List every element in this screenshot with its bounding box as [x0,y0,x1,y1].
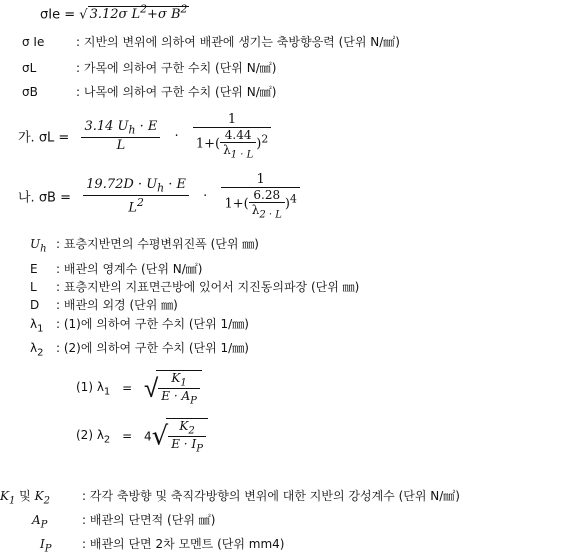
formula-na-dot: · [203,188,208,204]
formula-lambda1 [76,370,202,407]
eq-main-lhs: σIe [40,7,61,23]
def-conj: 및 [19,489,31,503]
lambda2-equals: = [122,429,133,444]
def-symbol: E [30,262,38,276]
def-symbol: A [32,513,41,527]
formula-lambda2 [76,418,208,455]
def-ap: $A_P$ : 배관의 단면적 (단위 ㎟) [32,513,216,531]
def-text: : (1)에 의하여 구한 수치 (단위 1/㎜) [56,317,249,331]
formula-na-fraction-main: $\frac{19.72D \cdot U_h \cdot E}{L^2}$ [83,177,189,215]
def-text: : 표층지반면의 수평변위진폭 (단위 ㎜) [56,237,259,251]
def-sigma-ie [22,34,400,50]
def-text: : 배관의 영계수 (단위 N/㎟) [56,262,203,276]
lambda2-root-index: 4 [144,429,152,444]
equation-main [40,2,189,23]
def-symbol: λ [30,341,38,355]
def-symbol: λ [30,317,38,331]
radicand: 3.12σ $L^2+\sigma$ $B^2$ [89,3,188,23]
lambda2-radical: √ [151,421,169,452]
def-text: : 표층지반의 지표면근방에 있어서 지진동의파장 (단위 ㎜) [56,280,360,294]
lambda1-equals: = [122,381,133,396]
def-symbol: U [30,237,41,251]
def-text: : 각각 축방향 및 축직각방향의 변위에 대한 지반의 강성계수 (단위 N/㎟) [82,489,460,503]
def-text: : 지반의 변위에 의하여 배관에 생기는 축방향응력 (단위 N/㎟) [76,35,400,49]
radical-sign: √ [79,7,88,23]
formula-na [18,172,300,220]
def-e [30,261,202,277]
def-text: : 배관의 외경 (단위 ㎜) [56,298,178,312]
def-sigma-l [22,60,276,76]
def-lambda2: $\lambda_2$ : (2)에 의하여 구한 수치 (단위 1/㎜) [30,341,249,359]
def-symbol: I [40,537,45,551]
formula-ga [18,112,271,160]
def-text: : 나목에 의하여 구한 수치 (단위 N/㎟) [76,85,277,99]
def-symbol: $K_1$ [0,489,16,507]
def-text: : 배관의 단면 2차 모멘트 (단위 mm4) [82,537,285,551]
formula-ga-fraction-main: $\frac{3.14 U_h \cdot E}{L}$ [81,119,160,153]
def-symbol-2: $K_2$ [34,489,50,507]
formula-na-fraction-second: 1 1+( $\frac{6.28}{\lambda_{2 \cdot L}}$ )$^4$ [221,172,299,220]
formula-ga-fraction-second: 1 1+( $\frac{4.44}{\lambda_{1 \cdot L}}$ )$^2$ [193,112,271,160]
def-uh: $U_h$ : 표층지반면의 수평변위진폭 (단위 ㎜) [30,237,259,255]
def-l [30,279,359,295]
def-text: : 가목에 의하여 구한 수치 (단위 N/㎟) [76,61,277,75]
lambda2-fraction: $\frac{K_2}{E \cdot I_P}$ [166,418,208,455]
def-lambda1: $\lambda_1$ : (1)에 의하여 구한 수치 (단위 1/㎜) [30,317,249,335]
eq-main-equals: = [64,7,76,23]
def-text: : 배관의 단면적 (단위 ㎟) [82,513,216,527]
def-symbol: σL [22,61,37,75]
def-symbol: L [30,280,37,294]
formula-ga-label: 가. σL = [18,130,70,146]
lambda1-fraction: $\frac{K_1}{E \cdot A_P}$ [156,370,202,407]
lambda2-label: (2) $\lambda_2$ [76,427,111,446]
def-symbol: D [30,298,40,312]
formula-ga-dot: · [174,128,179,144]
formula-na-label: 나. σB = [18,190,72,206]
def-symbol: σB [22,85,38,99]
def-k1-k2 [0,488,460,509]
lambda1-radical: √ [144,373,159,404]
lambda1-label: (1) $\lambda_1$ [76,379,111,398]
def-ip: $I_P$ : 배관의 단면 2차 모멘트 (단위 mm4) [40,537,285,555]
def-d [30,297,178,313]
def-symbol: σ Ie [22,35,45,49]
def-sigma-b [22,84,276,100]
def-text: : (2)에 의하여 구한 수치 (단위 1/㎜) [56,341,249,355]
